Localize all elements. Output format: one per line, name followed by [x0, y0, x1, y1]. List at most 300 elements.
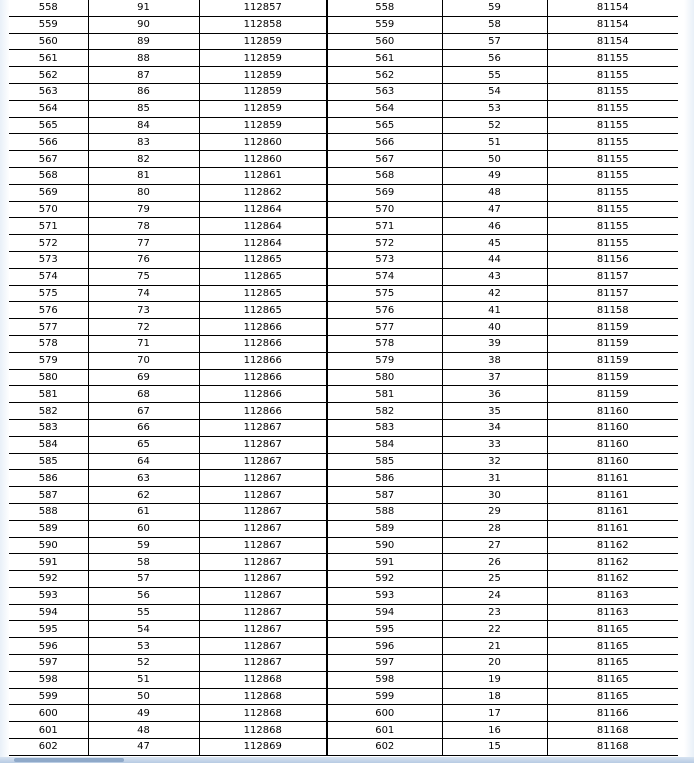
table-cell: 85: [88, 100, 199, 117]
table-cell: 58: [442, 16, 547, 33]
table-cell: 81162: [547, 554, 678, 571]
table-cell: 112865: [199, 251, 327, 268]
table-cell: 81161: [547, 487, 678, 504]
table-row: [9, 571, 678, 588]
table-cell: 112866: [199, 335, 327, 352]
table-row: [9, 705, 678, 722]
table-cell: 601: [9, 722, 88, 739]
table-cell: 112867: [199, 453, 327, 470]
table-cell: 57: [88, 571, 199, 588]
table-cell: 81156: [547, 251, 678, 268]
table-cell: 81155: [547, 67, 678, 84]
table-cell: 56: [88, 587, 199, 604]
table-cell: 81155: [547, 117, 678, 134]
table-row: [9, 335, 678, 352]
table-cell: 29: [442, 503, 547, 520]
table-cell: 558: [327, 0, 442, 16]
table-cell: 81159: [547, 369, 678, 386]
table-cell: 72: [88, 319, 199, 336]
table-cell: 597: [327, 655, 442, 672]
data-sheet: [9, 0, 678, 756]
table-cell: 589: [327, 520, 442, 537]
table-row: [9, 621, 678, 638]
table-cell: 567: [327, 151, 442, 168]
table-cell: 81160: [547, 453, 678, 470]
table-cell: 81165: [547, 671, 678, 688]
table-cell: 584: [9, 436, 88, 453]
table-cell: 587: [327, 487, 442, 504]
table-row: [9, 251, 678, 268]
table-cell: 112867: [199, 638, 327, 655]
table-cell: 81158: [547, 302, 678, 319]
table-cell: 54: [442, 83, 547, 100]
table-cell: 64: [88, 453, 199, 470]
table-cell: 565: [9, 117, 88, 134]
table-cell: 49: [442, 167, 547, 184]
table-cell: 81157: [547, 268, 678, 285]
table-cell: 112859: [199, 33, 327, 50]
table-cell: 112868: [199, 688, 327, 705]
table-cell: 574: [9, 268, 88, 285]
table-cell: 599: [9, 688, 88, 705]
table-cell: 112865: [199, 268, 327, 285]
table-body: [9, 0, 678, 755]
table-cell: 76: [88, 251, 199, 268]
table-row: [9, 386, 678, 403]
table-cell: 600: [9, 705, 88, 722]
table-row: [9, 369, 678, 386]
table-cell: 570: [9, 201, 88, 218]
table-cell: 569: [9, 184, 88, 201]
table-cell: 595: [9, 621, 88, 638]
table-cell: 56: [442, 50, 547, 67]
table-cell: 81154: [547, 16, 678, 33]
table-cell: 112865: [199, 302, 327, 319]
table-cell: 81155: [547, 167, 678, 184]
table-cell: 81155: [547, 100, 678, 117]
table-cell: 81165: [547, 655, 678, 672]
table-cell: 81159: [547, 319, 678, 336]
table-cell: 81157: [547, 285, 678, 302]
table-cell: 20: [442, 655, 547, 672]
table-cell: 50: [442, 151, 547, 168]
table-cell: 112860: [199, 134, 327, 151]
table-cell: 561: [327, 50, 442, 67]
table-cell: 84: [88, 117, 199, 134]
table-row: [9, 537, 678, 554]
table-cell: 588: [327, 503, 442, 520]
table-cell: 21: [442, 638, 547, 655]
table-cell: 576: [9, 302, 88, 319]
table-row: [9, 671, 678, 688]
table-cell: 598: [9, 671, 88, 688]
table-cell: 89: [88, 33, 199, 50]
table-cell: 577: [327, 319, 442, 336]
table-row: [9, 33, 678, 50]
table-cell: 81159: [547, 352, 678, 369]
table-cell: 54: [88, 621, 199, 638]
table-cell: 112868: [199, 722, 327, 739]
table-cell: 81155: [547, 151, 678, 168]
table-cell: 559: [9, 16, 88, 33]
table-cell: 48: [88, 722, 199, 739]
table-cell: 593: [327, 587, 442, 604]
table-cell: 32: [442, 453, 547, 470]
table-cell: 62: [88, 487, 199, 504]
table-cell: 583: [9, 419, 88, 436]
table-cell: 112859: [199, 83, 327, 100]
table-cell: 112864: [199, 201, 327, 218]
table-cell: 28: [442, 520, 547, 537]
table-cell: 602: [327, 739, 442, 756]
table-cell: 566: [327, 134, 442, 151]
table-cell: 596: [9, 638, 88, 655]
table-cell: 81165: [547, 621, 678, 638]
table-cell: 564: [327, 100, 442, 117]
table-cell: 112866: [199, 386, 327, 403]
table-cell: 71: [88, 335, 199, 352]
table-cell: 81166: [547, 705, 678, 722]
table-cell: 81155: [547, 201, 678, 218]
table-cell: 53: [88, 638, 199, 655]
table-row: [9, 285, 678, 302]
table-row: [9, 520, 678, 537]
table-cell: 55: [88, 604, 199, 621]
table-cell: 91: [88, 0, 199, 16]
table-row: [9, 16, 678, 33]
table-row: [9, 470, 678, 487]
table-cell: 594: [327, 604, 442, 621]
data-table: [9, 0, 678, 756]
table-cell: 51: [88, 671, 199, 688]
table-cell: 580: [9, 369, 88, 386]
table-cell: 42: [442, 285, 547, 302]
table-cell: 579: [327, 352, 442, 369]
table-cell: 81165: [547, 638, 678, 655]
table-row: [9, 503, 678, 520]
table-cell: 112869: [199, 739, 327, 756]
table-cell: 60: [88, 520, 199, 537]
table-cell: 112858: [199, 16, 327, 33]
table-cell: 52: [88, 655, 199, 672]
table-cell: 572: [327, 235, 442, 252]
table-cell: 83: [88, 134, 199, 151]
table-cell: 560: [327, 33, 442, 50]
table-row: [9, 117, 678, 134]
table-row: [9, 587, 678, 604]
table-cell: 112867: [199, 587, 327, 604]
table-cell: 22: [442, 621, 547, 638]
table-cell: 80: [88, 184, 199, 201]
table-row: [9, 167, 678, 184]
table-cell: 112867: [199, 537, 327, 554]
table-cell: 595: [327, 621, 442, 638]
table-cell: 588: [9, 503, 88, 520]
table-cell: 37: [442, 369, 547, 386]
table-cell: 570: [327, 201, 442, 218]
table-cell: 81168: [547, 739, 678, 756]
table-cell: 586: [327, 470, 442, 487]
table-cell: 112865: [199, 285, 327, 302]
table-cell: 580: [327, 369, 442, 386]
table-cell: 57: [442, 33, 547, 50]
table-cell: 112867: [199, 470, 327, 487]
table-cell: 69: [88, 369, 199, 386]
table-cell: 81159: [547, 386, 678, 403]
table-cell: 112866: [199, 352, 327, 369]
table-cell: 81162: [547, 571, 678, 588]
table-cell: 581: [327, 386, 442, 403]
scrollbar-thumb[interactable]: [14, 758, 124, 762]
table-cell: 61: [88, 503, 199, 520]
table-row: [9, 352, 678, 369]
table-cell: 81168: [547, 722, 678, 739]
table-row: [9, 739, 678, 756]
table-cell: 52: [442, 117, 547, 134]
table-row: [9, 67, 678, 84]
table-cell: 112859: [199, 117, 327, 134]
table-cell: 568: [9, 167, 88, 184]
table-cell: 601: [327, 722, 442, 739]
table-row: [9, 184, 678, 201]
table-cell: 81161: [547, 503, 678, 520]
table-row: [9, 201, 678, 218]
table-cell: 24: [442, 587, 547, 604]
table-cell: 79: [88, 201, 199, 218]
table-cell: 112867: [199, 571, 327, 588]
table-row: [9, 436, 678, 453]
table-cell: 591: [327, 554, 442, 571]
table-cell: 81159: [547, 335, 678, 352]
table-cell: 582: [9, 403, 88, 420]
table-cell: 566: [9, 134, 88, 151]
table-cell: 81155: [547, 50, 678, 67]
table-cell: 585: [327, 453, 442, 470]
table-cell: 574: [327, 268, 442, 285]
table-cell: 563: [327, 83, 442, 100]
table-cell: 560: [9, 33, 88, 50]
table-row: [9, 655, 678, 672]
table-cell: 47: [88, 739, 199, 756]
table-row: [9, 638, 678, 655]
table-cell: 112859: [199, 100, 327, 117]
table-cell: 589: [9, 520, 88, 537]
table-cell: 43: [442, 268, 547, 285]
table-cell: 77: [88, 235, 199, 252]
table-cell: 559: [327, 16, 442, 33]
table-cell: 592: [9, 571, 88, 588]
table-cell: 35: [442, 403, 547, 420]
table-cell: 590: [9, 537, 88, 554]
table-cell: 23: [442, 604, 547, 621]
table-cell: 112862: [199, 184, 327, 201]
table-cell: 47: [442, 201, 547, 218]
table-cell: 572: [9, 235, 88, 252]
table-cell: 67: [88, 403, 199, 420]
table-cell: 112867: [199, 436, 327, 453]
table-cell: 81161: [547, 520, 678, 537]
table-cell: 112866: [199, 403, 327, 420]
table-cell: 26: [442, 554, 547, 571]
table-row: [9, 235, 678, 252]
table-row: [9, 134, 678, 151]
table-cell: 15: [442, 739, 547, 756]
table-cell: 44: [442, 251, 547, 268]
table-cell: 81155: [547, 184, 678, 201]
table-cell: 66: [88, 419, 199, 436]
table-row: [9, 218, 678, 235]
table-cell: 573: [327, 251, 442, 268]
table-cell: 50: [88, 688, 199, 705]
table-cell: 112867: [199, 520, 327, 537]
table-cell: 75: [88, 268, 199, 285]
table-cell: 576: [327, 302, 442, 319]
table-cell: 573: [9, 251, 88, 268]
table-cell: 584: [327, 436, 442, 453]
table-row: [9, 319, 678, 336]
table-cell: 112868: [199, 705, 327, 722]
table-cell: 78: [88, 218, 199, 235]
table-cell: 112867: [199, 554, 327, 571]
table-cell: 27: [442, 537, 547, 554]
table-cell: 59: [88, 537, 199, 554]
table-cell: 19: [442, 671, 547, 688]
table-cell: 593: [9, 587, 88, 604]
table-cell: 81: [88, 167, 199, 184]
table-cell: 81155: [547, 235, 678, 252]
table-cell: 112866: [199, 369, 327, 386]
table-cell: 65: [88, 436, 199, 453]
table-cell: 68: [88, 386, 199, 403]
table-cell: 578: [9, 335, 88, 352]
table-cell: 38: [442, 352, 547, 369]
table-cell: 40: [442, 319, 547, 336]
table-cell: 561: [9, 50, 88, 67]
table-cell: 81165: [547, 688, 678, 705]
table-cell: 58: [88, 554, 199, 571]
table-cell: 81154: [547, 0, 678, 16]
table-cell: 563: [9, 83, 88, 100]
table-cell: 112867: [199, 419, 327, 436]
table-cell: 81160: [547, 419, 678, 436]
table-cell: 598: [327, 671, 442, 688]
table-cell: 81163: [547, 604, 678, 621]
table-cell: 33: [442, 436, 547, 453]
table-cell: 81161: [547, 470, 678, 487]
table-cell: 591: [9, 554, 88, 571]
table-cell: 590: [327, 537, 442, 554]
table-cell: 562: [9, 67, 88, 84]
table-row: [9, 100, 678, 117]
table-cell: 41: [442, 302, 547, 319]
table-row: [9, 487, 678, 504]
table-cell: 569: [327, 184, 442, 201]
table-cell: 565: [327, 117, 442, 134]
table-cell: 112867: [199, 604, 327, 621]
table-row: [9, 419, 678, 436]
table-cell: 597: [9, 655, 88, 672]
table-cell: 583: [327, 419, 442, 436]
table-cell: 564: [9, 100, 88, 117]
table-cell: 581: [9, 386, 88, 403]
table-cell: 86: [88, 83, 199, 100]
table-cell: 49: [88, 705, 199, 722]
table-cell: 112864: [199, 235, 327, 252]
table-cell: 87: [88, 67, 199, 84]
table-cell: 599: [327, 688, 442, 705]
table-cell: 586: [9, 470, 88, 487]
table-row: [9, 403, 678, 420]
table-cell: 562: [327, 67, 442, 84]
table-cell: 70: [88, 352, 199, 369]
table-cell: 88: [88, 50, 199, 67]
table-cell: 59: [442, 0, 547, 16]
table-cell: 112860: [199, 151, 327, 168]
table-cell: 112864: [199, 218, 327, 235]
table-cell: 112867: [199, 655, 327, 672]
table-cell: 112867: [199, 621, 327, 638]
table-cell: 585: [9, 453, 88, 470]
table-cell: 596: [327, 638, 442, 655]
table-row: [9, 151, 678, 168]
table-cell: 55: [442, 67, 547, 84]
table-cell: 112867: [199, 487, 327, 504]
table-cell: 45: [442, 235, 547, 252]
table-cell: 81155: [547, 83, 678, 100]
table-cell: 81155: [547, 218, 678, 235]
table-cell: 600: [327, 705, 442, 722]
table-cell: 577: [9, 319, 88, 336]
table-cell: 81154: [547, 33, 678, 50]
table-cell: 558: [9, 0, 88, 16]
table-cell: 36: [442, 386, 547, 403]
table-row: [9, 604, 678, 621]
table-cell: 39: [442, 335, 547, 352]
table-cell: 18: [442, 688, 547, 705]
table-cell: 571: [327, 218, 442, 235]
table-cell: 51: [442, 134, 547, 151]
table-cell: 112859: [199, 50, 327, 67]
table-cell: 112861: [199, 167, 327, 184]
table-row: [9, 50, 678, 67]
table-cell: 90: [88, 16, 199, 33]
table-row: [9, 0, 678, 16]
table-cell: 81162: [547, 537, 678, 554]
table-cell: 53: [442, 100, 547, 117]
table-cell: 81160: [547, 436, 678, 453]
table-cell: 31: [442, 470, 547, 487]
table-cell: 594: [9, 604, 88, 621]
table-cell: 81155: [547, 134, 678, 151]
table-cell: 112857: [199, 0, 327, 16]
table-cell: 567: [9, 151, 88, 168]
table-cell: 579: [9, 352, 88, 369]
table-cell: 63: [88, 470, 199, 487]
table-cell: 112859: [199, 67, 327, 84]
table-cell: 602: [9, 739, 88, 756]
table-cell: 112866: [199, 319, 327, 336]
table-row: [9, 268, 678, 285]
table-cell: 578: [327, 335, 442, 352]
table-cell: 587: [9, 487, 88, 504]
horizontal-scrollbar[interactable]: [0, 757, 694, 763]
table-cell: 568: [327, 167, 442, 184]
table-cell: 112868: [199, 671, 327, 688]
table-cell: 17: [442, 705, 547, 722]
table-cell: 48: [442, 184, 547, 201]
table-cell: 46: [442, 218, 547, 235]
table-cell: 73: [88, 302, 199, 319]
